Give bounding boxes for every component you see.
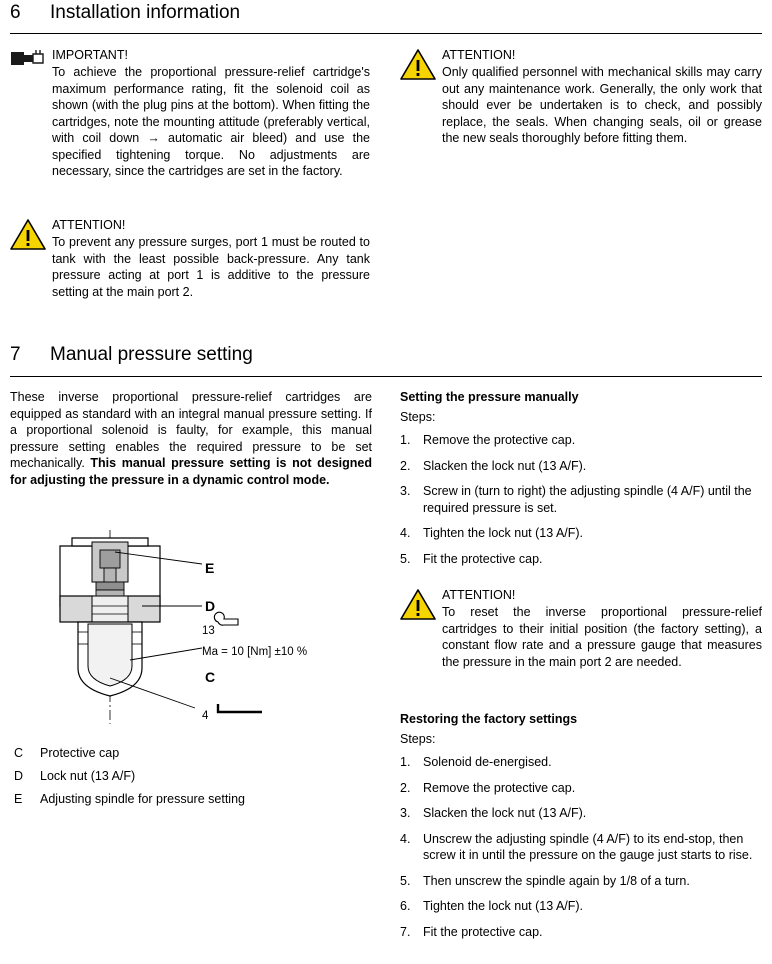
drawing-legend [14, 742, 354, 811]
restoring-settings-heading: Restoring the factory settings [400, 712, 578, 726]
heading-rule [10, 376, 762, 377]
list-item-number: 5. [400, 873, 411, 888]
list-item-number: 2. [400, 780, 411, 795]
list-item-number: 3. [400, 806, 411, 820]
note-attention-reset [400, 588, 762, 670]
section-title: Manual pressure setting [50, 344, 253, 365]
list-item-number: 4. [400, 526, 411, 540]
list-item-text: Screw in (turn to right) the adjusting spindle (4 A/F) until the required pressure is set. [423, 484, 752, 515]
warning-triangle-icon [400, 588, 442, 625]
list-item-text: Solenoid de-energised. [423, 755, 552, 769]
note-title: IMPORTANT! [52, 48, 128, 62]
list-item [400, 780, 762, 797]
list-item [400, 458, 762, 475]
legend-key: D [14, 769, 24, 783]
list-item-text: Fit the protective cap. [423, 924, 543, 939]
note-title: ATTENTION! [52, 218, 126, 232]
torque-label: Ma = 10 [Nm] ±10 % [202, 646, 308, 658]
list-item-text: Slacken the lock nut (13 A/F). [423, 806, 587, 820]
callout-d: D [205, 598, 216, 614]
steps-list-restoring [400, 754, 762, 949]
list-item-text: Fit the protective cap. [423, 551, 543, 566]
list-item [400, 831, 762, 864]
legend-key: E [14, 792, 23, 806]
legend-text: Lock nut (13 A/F) [40, 769, 136, 783]
note-text: Only qualified personnel with mechanical skills may carry out any maintenance work. Generally, the only work that should ever be undertaken is to check, and possibly replace, the seals. When changing seals, oil or grease the new seals thoroughly before fitting them. [442, 65, 762, 145]
heading-rule [10, 33, 762, 34]
note-title: ATTENTION! [442, 48, 516, 62]
intro-text-bold: This manual pressure setting is not designed for adjusting the pressure in a dynamic control mode. [10, 456, 372, 487]
list-item-text: Slacken the lock nut (13 A/F). [423, 458, 587, 473]
list-item [400, 525, 762, 542]
list-item-number: 2. [400, 458, 411, 473]
section-title: Installation information [50, 2, 241, 23]
list-item [400, 873, 762, 890]
warning-triangle-icon [10, 218, 52, 255]
steps-label: Steps: [400, 732, 436, 746]
list-item [14, 765, 354, 788]
manual-setting-intro [10, 389, 372, 488]
list-item [400, 754, 762, 771]
list-item-text: Unscrew the adjusting spindle (4 A/F) to its end-stop, then screw it in until the pressure on the gauge just starts to rise. [423, 831, 753, 862]
note-text: To reset the inverse proportional pressure-relief cartridges to their initial position (the factory setting), a constant flow rate and a pressure gauge that measures the pressure in the main port 2 are needed. [442, 605, 762, 669]
note-text: To achieve the proportional pressure-relief cartridge's maximum performance rating, fit the solenoid coil as shown (with the plug pins at the bottom). When fitting the cartridges, note the mounting attitude (preferably vertical, with coil down → automatic air bleed) and use the specified tightening torque. No adjustments are necessary, since the cartridges are set in the factory. [52, 65, 370, 178]
list-item-number: 5. [400, 551, 411, 566]
cartridge-section-drawing [30, 528, 280, 733]
warning-triangle-icon [400, 48, 442, 85]
note-title: ATTENTION! [442, 588, 516, 602]
callout-c: C [205, 669, 216, 685]
plug-icon [10, 48, 52, 75]
list-item [14, 788, 354, 811]
list-item-number: 7. [400, 924, 411, 939]
list-item-text: Then unscrew the spindle again by 1/8 of a turn. [423, 873, 690, 888]
list-item [14, 742, 354, 765]
list-item [400, 805, 762, 822]
list-item [400, 432, 762, 449]
list-item-number: 3. [400, 484, 411, 498]
setting-pressure-heading: Setting the pressure manually [400, 390, 579, 404]
list-item-number: 1. [400, 755, 411, 769]
section-number: 7 [10, 344, 21, 365]
section-heading-6 [10, 2, 410, 24]
spanner-size-label: 13 [202, 625, 215, 637]
list-item-number: 6. [400, 899, 411, 913]
callout-e: E [205, 560, 215, 576]
note-important-fitting [10, 48, 370, 180]
legend-key: C [14, 746, 24, 760]
steps-label: Steps: [400, 410, 436, 424]
list-item-text: Remove the protective cap. [423, 780, 576, 795]
note-attention-personnel [400, 48, 762, 147]
steps-list-setting [400, 432, 762, 576]
hex-key-size-label: 4 [202, 710, 209, 722]
list-item-number: 4. [400, 831, 411, 846]
list-item [400, 924, 762, 941]
list-item [400, 898, 762, 915]
list-item-text: Tighten the lock nut (13 A/F). [423, 526, 584, 540]
list-item-text: Tighten the lock nut (13 A/F). [423, 899, 584, 913]
list-item-text: Remove the protective cap. [423, 433, 576, 447]
section-number: 6 [10, 2, 21, 23]
list-item [400, 551, 762, 568]
note-text: To prevent any pressure surges, port 1 must be routed to tank with the least possible back-pressure. Any tank pressure acting at port 1 is additive to the pressure setting at the main port 2. [52, 235, 370, 299]
legend-text: Protective cap [40, 746, 120, 760]
section-heading-7 [10, 344, 470, 366]
list-item [400, 483, 762, 516]
legend-text: Adjusting spindle for pressure setting [40, 792, 245, 806]
list-item-number: 1. [400, 433, 411, 447]
intro-text: These inverse proportional pressure-relief cartridges are equipped as standard with an integral manual pressure setting. If a proportional solenoid is faulty, for example, this manual pressure setting enables the required pressure to be set mechanically. [10, 390, 372, 470]
note-attention-pressure-surges [10, 218, 370, 300]
